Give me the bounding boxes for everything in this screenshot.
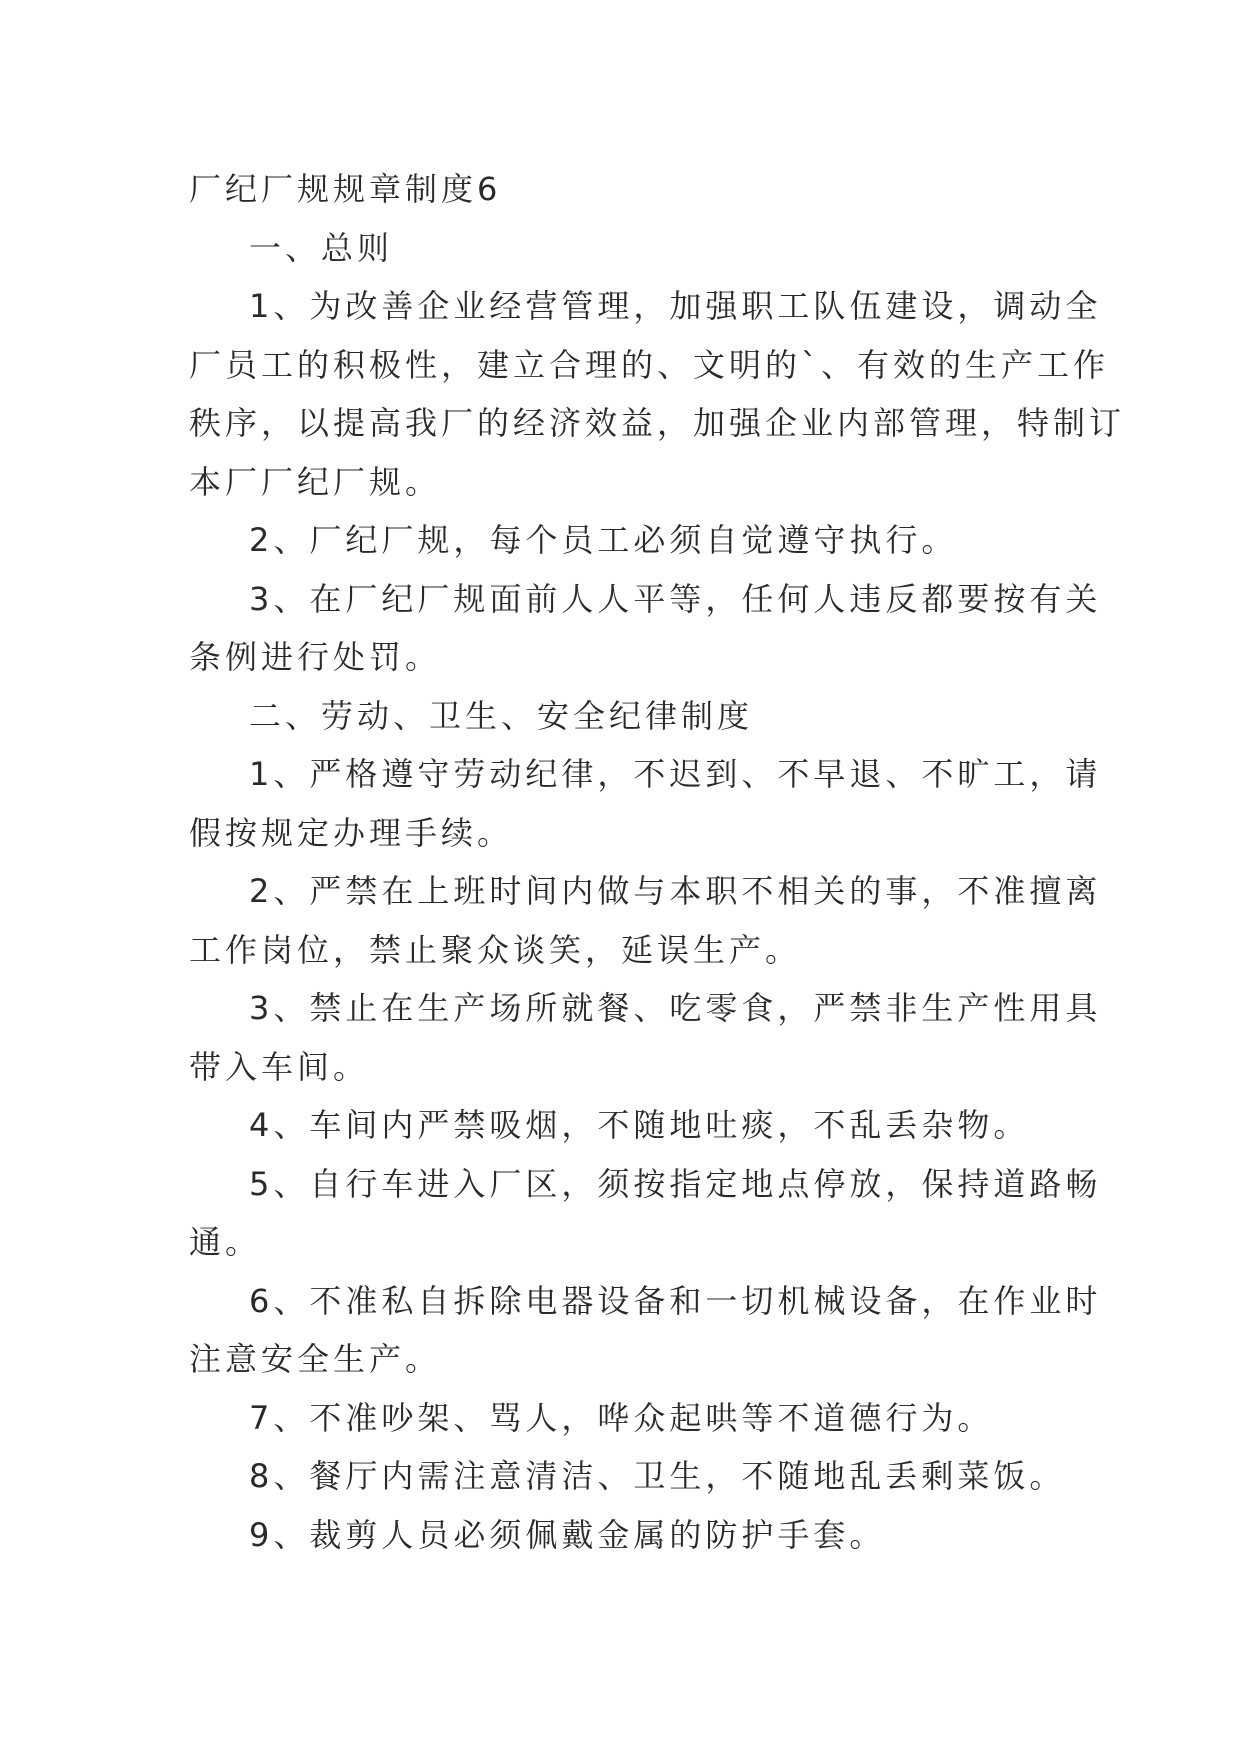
paragraph-line: 条例进行处罚。 — [189, 638, 442, 676]
paragraph-line: 秩序，以提高我厂的经济效益，加强企业内部管理，特制订 — [189, 404, 1126, 442]
section-heading-general: 一、总则 — [249, 228, 394, 267]
paragraph-line: 通。 — [189, 1223, 262, 1261]
paragraph-line: 4、车间内严禁吸烟，不随地吐痰，不乱丢杂物。 — [249, 1106, 1030, 1144]
document-body — [189, 160, 1126, 1564]
paragraph-line: 厂员工的积极性，建立合理的、文明的`、有效的生产工作 — [189, 345, 1110, 384]
paragraph-line: 带入车间。 — [189, 1047, 370, 1086]
paragraph-line: 9、裁剪人员必须佩戴金属的防护手套。 — [249, 1515, 886, 1554]
paragraph-line: 假按规定办理手续。 — [189, 813, 514, 852]
paragraph-line: 本厂厂纪厂规。 — [189, 462, 442, 501]
paragraph-line: 1、为改善企业经营管理，加强职工队伍建设，调动全 — [249, 287, 1102, 325]
paragraph-line: 3、禁止在生产场所就餐、吃零食，严禁非生产性用具 — [249, 989, 1102, 1027]
paragraph-line: 7、不准吵架、骂人，哗众起哄等不道德行为。 — [249, 1398, 994, 1437]
document-title: 厂纪厂规规章制度6 — [189, 170, 502, 208]
paragraph-line: 2、厂纪厂规，每个员工必须自觉遵守执行。 — [249, 521, 958, 559]
paragraph-line: 注意安全生产。 — [189, 1340, 442, 1378]
paragraph-line: 8、餐厅内需注意清洁、卫生，不随地乱丢剩菜饭。 — [249, 1457, 1066, 1495]
paragraph-line: 6、不准私自拆除电器设备和一切机械设备，在作业时 — [249, 1281, 1102, 1320]
paragraph-line: 1、严格遵守劳动纪律，不迟到、不早退、不旷工，请 — [249, 755, 1102, 793]
paragraph-line: 2、严禁在上班时间内做与本职不相关的事，不准擅离 — [249, 872, 1102, 910]
section-heading-discipline: 二、劳动、卫生、安全纪律制度 — [249, 696, 754, 735]
paragraph-line: 3、在厂纪厂规面前人人平等，任何人违反都要按有关 — [249, 579, 1102, 618]
paragraph-line: 工作岗位，禁止聚众谈笑，延误生产。 — [189, 930, 802, 969]
paragraph-line: 5、自行车进入厂区，须按指定地点停放，保持道路畅 — [249, 1164, 1102, 1203]
